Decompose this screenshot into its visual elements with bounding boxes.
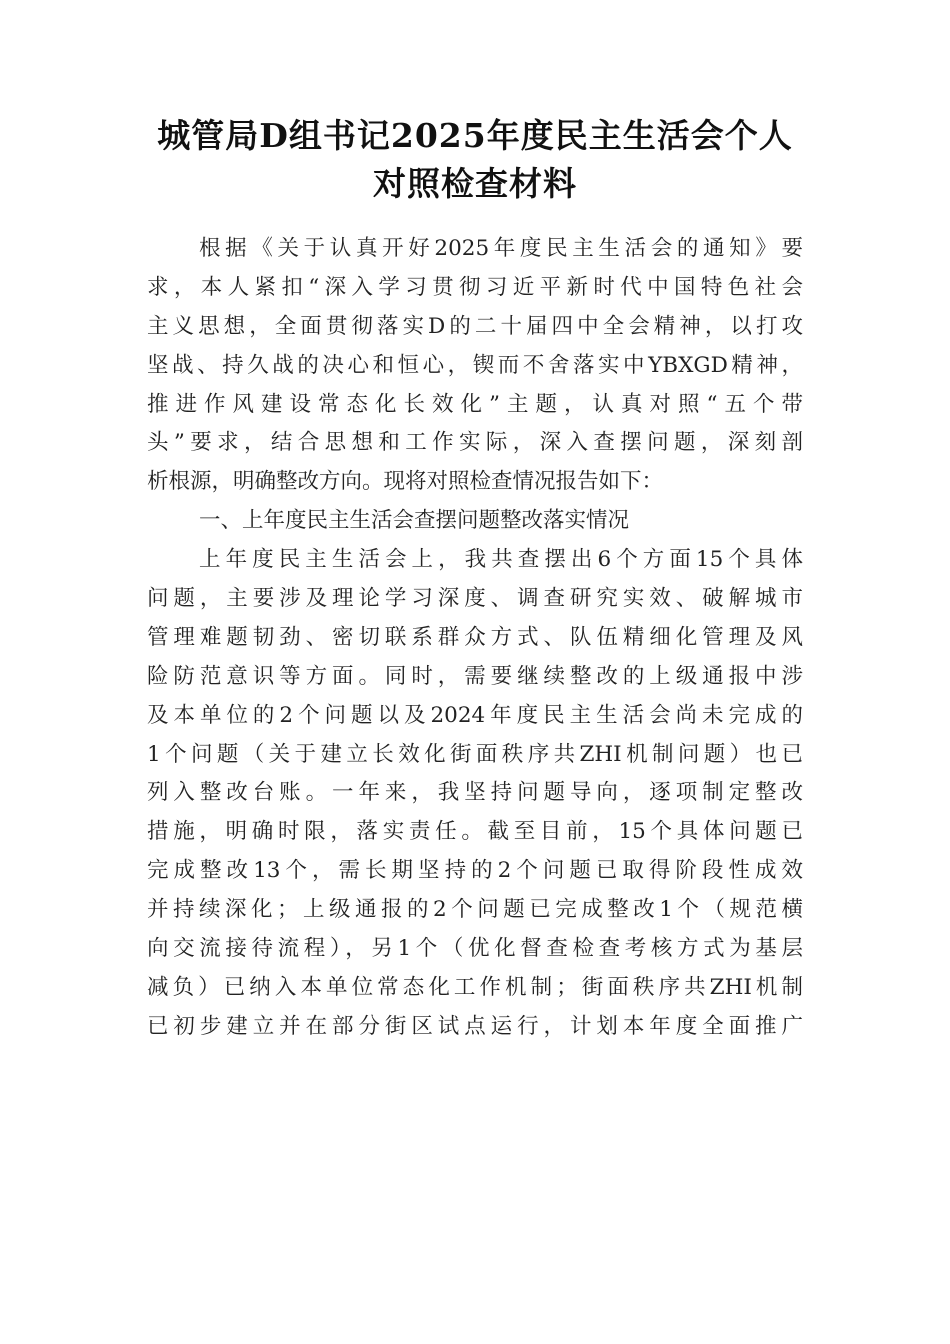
paragraph-1-line-4: 坚战、持久战的决心和恒心，锲而不舍落实中YBXGD精神， [147, 352, 803, 378]
paragraph-2-line-8: 措施，明确时限，落实责任。截至目前，15个具体问题已 [147, 819, 803, 845]
paragraph-2-line-9: 完成整改13个，需长期坚持的2个问题已取得阶段性成效 [147, 858, 803, 884]
paragraph-2-line-12: 减负）已纳入本单位常态化工作机制；街面秩序共ZHI机制 [147, 974, 803, 1000]
section-heading-1: 一、上年度民主生活会查摆问题整改落实情况 [199, 508, 630, 534]
paragraph-2-line-5: 及本单位的2个问题以及2024年度民主生活会尚未完成的 [147, 702, 803, 728]
paragraph-2-line-13: 已初步建立并在部分街区试点运行，计划本年度全面推广 [147, 1013, 803, 1039]
paragraph-1-line-1: 根据《关于认真开好2025年度民主生活会的通知》要 [199, 236, 803, 261]
paragraph-2-line-7: 列入整改台账。一年来，我坚持问题导向，逐项制定整改 [147, 780, 803, 806]
paragraph-2-line-3: 管理难题韧劲、密切联系群众方式、队伍精细化管理及风 [147, 624, 803, 650]
paragraph-1-line-5: 推进作风建设常态化长效化”主题，认真对照“五个带 [147, 391, 803, 417]
paragraph-1-line-7: 析根源，明确整改方向。现将对照检查情况报告如下： [147, 469, 664, 495]
paragraph-1-line-3: 主义思想，全面贯彻落实D的二十届四中全会精神，以打攻 [147, 313, 803, 339]
document-body [147, 230, 803, 1047]
paragraph-2-line-1: 上年度民主生活会上，我共查摆出6个方面15个具体 [199, 547, 803, 573]
document-title [120, 112, 830, 208]
paragraph-2-line-11: 向交流接待流程），另1个（优化督查检查考核方式为基层 [147, 936, 803, 962]
paragraph-1-line-6: 头”要求，结合思想和工作实际，深入查摆问题，深刻剖 [147, 430, 803, 456]
paragraph-1-line-2: 求，本人紧扣“深入学习贯彻习近平新时代中国特色社会 [147, 274, 803, 300]
title-line-2: 对照检查材料 [373, 164, 577, 203]
paragraph-2-line-10: 并持续深化；上级通报的2个问题已完成整改1个（规范横 [147, 897, 803, 923]
paragraph-2-line-2: 问题，主要涉及理论学习深度、调查研究实效、破解城市 [147, 586, 803, 612]
paragraph-2-line-4: 险防范意识等方面。同时，需要继续整改的上级通报中涉 [147, 663, 803, 689]
title-line-1: 城管局D组书记2025年度民主生活会个人 [157, 116, 793, 155]
paragraph-2-line-6: 1个问题（关于建立长效化街面秩序共ZHI机制问题）也已 [147, 741, 803, 767]
